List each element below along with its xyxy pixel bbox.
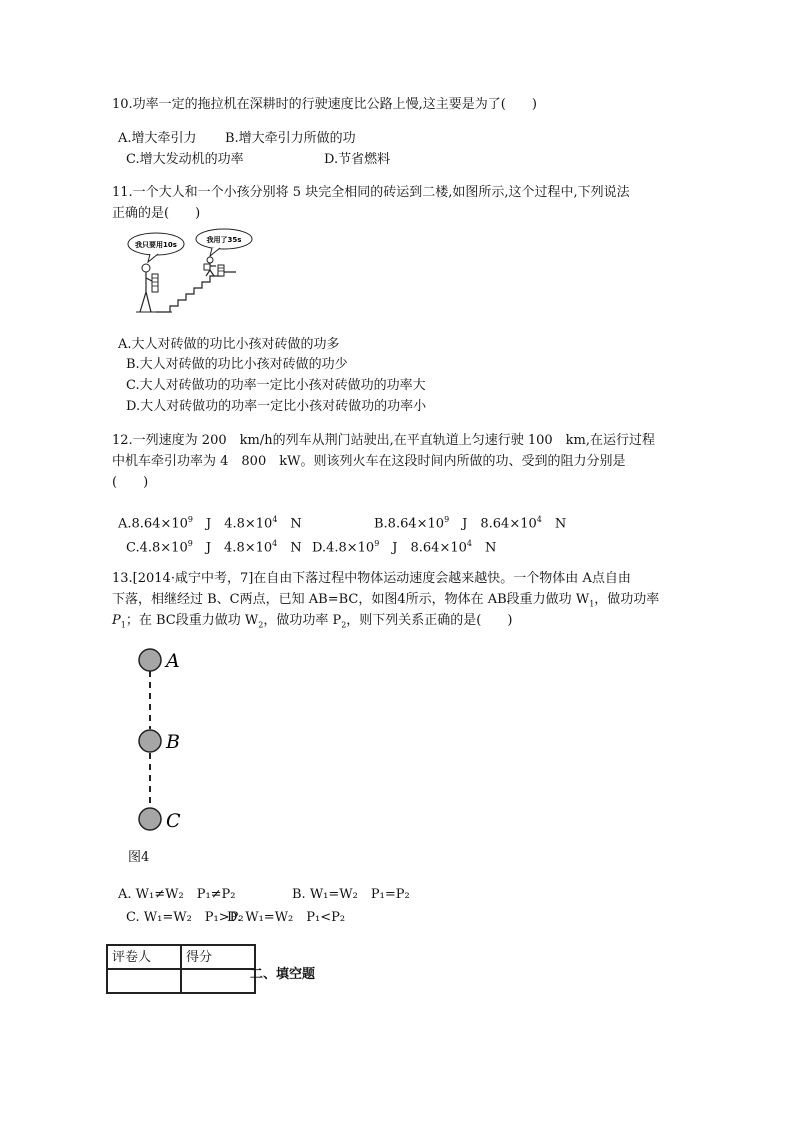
q10-option-c: C.增大发动机的功率 — [126, 152, 244, 167]
label-a: A — [166, 650, 180, 672]
q11-stem-line1: 11.一个大人和一个小孩分别将 5 块完全相同的砖运到二楼,如图所示,这个过程中,下列说法 — [112, 185, 630, 200]
free-fall-figure — [130, 645, 210, 835]
grading-table — [106, 944, 256, 994]
q11-stem-line2: 正确的是( ) — [112, 206, 201, 221]
staircase-figure — [126, 228, 266, 318]
score-header: 得分 — [181, 945, 255, 969]
figure-caption: 图4 — [128, 850, 150, 865]
section-title: 二、填空题 — [250, 967, 316, 982]
q11-option-c: C.大人对砖做功的功率一定比小孩对砖做功的功率大 — [126, 378, 426, 393]
reviewer-header: 评卷人 — [107, 945, 181, 969]
ball-point-c — [139, 808, 161, 830]
child-bricks — [218, 265, 224, 276]
q12-option-a: $A.8.64\times 10^9$ J $4.8\times 10^4$ N — [118, 515, 302, 532]
q12-option-b: $B.8.64\times 10^9$ J $8.64\times 10^4$ N — [374, 515, 567, 532]
label-b: B — [166, 731, 180, 753]
ball-point-b — [139, 730, 161, 752]
q12-stem-line1: 12.一列速度为 200 km/h的列车从荆门站驶出,在平直轨道上匀速行驶 100 km,在运行过程 — [112, 433, 655, 448]
q13-stem-line1: 13.[2014·咸宁中考，7]在自由下落过程中物体运动速度会越来越快。一个物体由 A点自由 — [112, 571, 631, 586]
stairs — [156, 272, 236, 312]
reviewer-cell[interactable] — [107, 969, 181, 993]
q10-option-d: D.节省燃料 — [324, 152, 391, 167]
q13-stem-line3: $P_1$；在 BC段重力做功 $W_2$，做功功率 $P_2$，则下列关系正确的是( ) — [112, 613, 513, 630]
q11-option-d: D.大人对砖做功的功率一定比小孩对砖做功的功率小 — [126, 399, 427, 414]
ball-point-a — [139, 649, 161, 671]
q11-option-a: A.大人对砖做的功比小孩对砖做的功多 — [118, 337, 340, 352]
label-c: C — [166, 810, 181, 832]
adult-figure — [142, 264, 150, 272]
q13-option-d: D. W₁=W₂ P₁<P₂ — [227, 910, 346, 925]
child-figure — [207, 257, 213, 263]
adult-bubble-text: 我只要用10s — [135, 241, 177, 249]
score-cell[interactable] — [181, 969, 255, 993]
q12-option-c: $C.4.8\times 10^9$ J $4.8\times 10^4$ N — [126, 539, 302, 556]
q13-option-b: B. W₁=W₂ P₁=P₂ — [292, 887, 410, 902]
q13-option-a: A. W₁≠W₂ P₁≠P₂ — [118, 887, 236, 902]
q10-option-b: B.增大牵引力所做的功 — [225, 131, 356, 146]
adult-bricks — [152, 274, 158, 292]
q12-stem-line3: ( ) — [112, 475, 149, 490]
child-bubble-text: 我用了35s — [206, 236, 242, 244]
q12-stem-line2: 中机车牵引功率为 4 800 kW。则该列火车在这段时间内所做的功、受到的阻力分别是 — [112, 454, 626, 469]
q10-option-a: A.增大牵引力 — [118, 131, 197, 146]
q11-option-b: B.大人对砖做的功比小孩对砖做的功少 — [126, 357, 348, 372]
q13-option-c: C. W₁=W₂ P₁>P₂ — [126, 910, 244, 925]
q12-option-d: $D.4.8\times 10^9$ J $8.64\times 10^4$ N — [312, 539, 497, 556]
q10-stem: 10.功率一定的拖拉机在深耕时的行驶速度比公路上慢,这主要是为了( ) — [112, 97, 537, 112]
q13-stem-line2: 下落，相继经过 B、C两点，已知 AB=BC，如图4所示，物体在 AB段重力做功 $W_1$，做功功率 — [112, 592, 660, 609]
